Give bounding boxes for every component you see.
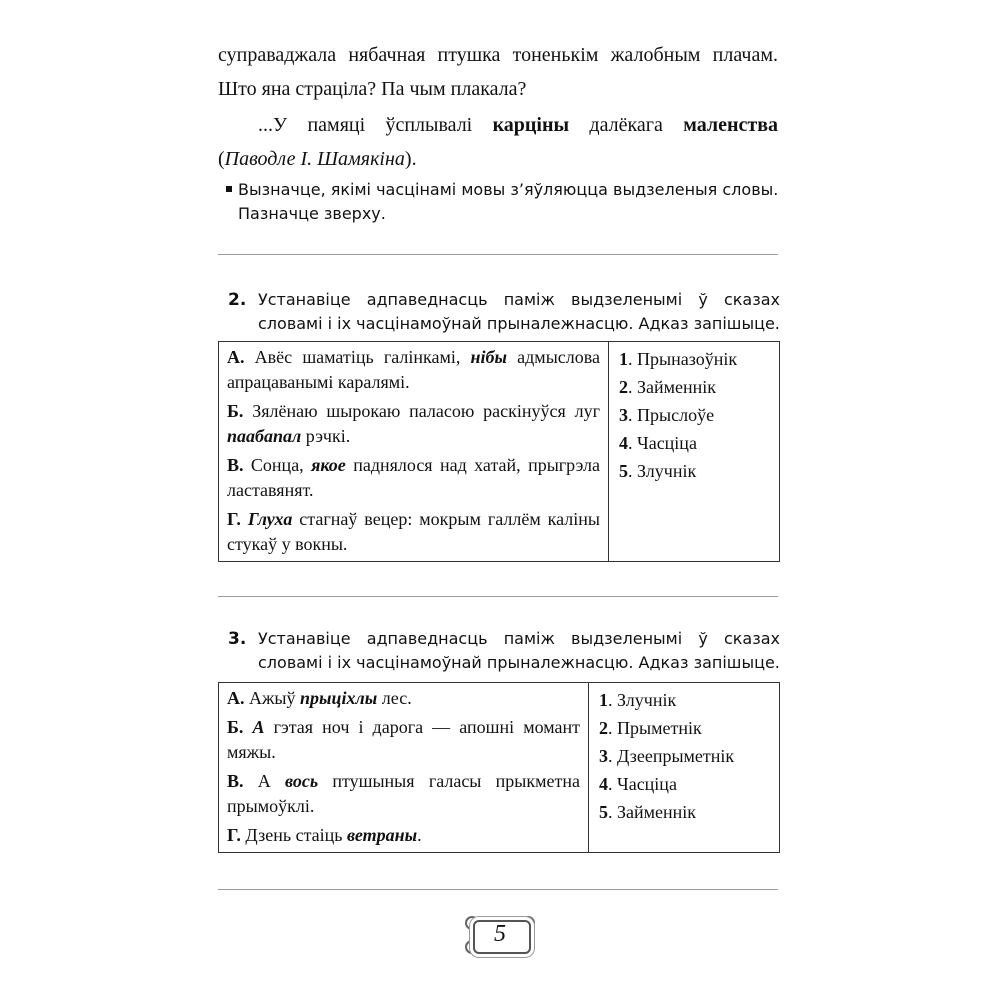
divider [218, 254, 778, 255]
highlighted-word: Глуха [247, 509, 293, 529]
option-item: 1. Прыназоўнік [619, 349, 738, 369]
memory-text-2: далёкага [569, 114, 684, 136]
task-2-sentences [219, 342, 609, 562]
option-item: 4. Часціца [599, 774, 677, 794]
divider [218, 889, 778, 890]
memory-text-4: ). [404, 148, 417, 170]
sentence-item: Г. Глуха стагнаў вецер: мокрым галлём каліны стукаў у вокны. [227, 509, 601, 554]
divider [218, 596, 778, 597]
highlighted-word: паабапал [227, 426, 302, 446]
intro-text: суправаджала нябачная птушка тоненькім жалобным плачам. Што яна страціла? Па чым плакала? [218, 44, 778, 100]
page-number: 5 [494, 921, 506, 947]
sentence-item: А. Авёс шаматіць галінкамі, нібы адмыслова апрацаванымі каралямі. [227, 347, 601, 392]
option-item: 1. Злучнік [599, 690, 677, 710]
task-3-sentences [219, 683, 589, 853]
sentence-item: Б. А гэтая ноч і дарога — апошні момант мяжы. [227, 717, 581, 762]
highlighted-word-kartsiny: карціны [492, 114, 570, 136]
task-3-options [589, 683, 780, 853]
option-item: 2. Займеннік [619, 377, 717, 397]
highlighted-word: А [252, 717, 265, 737]
memory-paragraph [218, 108, 778, 176]
instruction-text: Вызначце, якімі часцінамі мовы з’яўляюцца выдзеленыя словы. Пазначце зверху. [238, 180, 779, 223]
task-2 [228, 288, 780, 336]
task-3 [228, 627, 780, 675]
instruction-note [238, 178, 783, 226]
option-item: 5. Злучнік [619, 461, 697, 481]
option-item: 5. Займеннік [599, 802, 697, 822]
bullet-square-icon [226, 186, 232, 192]
task-number: 2. [228, 290, 247, 310]
intro-paragraph [218, 38, 778, 106]
option-item: 2. Прыметнік [599, 718, 702, 738]
sentence-item: Г. Дзень стаіць ветраны. [227, 825, 422, 845]
task-number: 3. [228, 629, 247, 649]
sentence-item: В. А вось птушыныя галасы прыкметна прымоўклі. [227, 771, 581, 816]
source-attribution: Паводле І. Шамякіна [224, 148, 405, 170]
sentence-item: А. Ажыў прыціхлы лес. [227, 688, 412, 708]
option-item: 3. Дзеепрыметнік [599, 746, 735, 766]
task-2-options [609, 342, 780, 562]
memory-text-3: ( [218, 148, 225, 170]
task-2-table [218, 341, 780, 562]
highlighted-word: якое [311, 455, 346, 475]
page-number-frame [465, 917, 535, 953]
highlighted-word: нібы [470, 347, 507, 367]
sentence-item: Б. Зялёнаю шырокаю паласою раскінуўся луг паабапал рэчкі. [227, 401, 600, 446]
highlighted-word: вось [285, 771, 319, 791]
memory-text-1: ...У памяці ўсплывалі [258, 114, 493, 136]
highlighted-word: прыціхлы [300, 688, 378, 708]
task-3-table [218, 682, 780, 853]
option-item: 4. Часціца [619, 433, 697, 453]
highlighted-word-malenstva: маленства [683, 114, 778, 136]
task-text: Устанавіце адпаведнасць паміж выдзеленымі ў сказах словамі і іх часцінамоўнай прыналежнасцю. Адказ запішыце. [258, 629, 780, 672]
option-item: 3. Прыслоўе [619, 405, 715, 425]
highlighted-word: ветраны [347, 825, 418, 845]
task-text: Устанавіце адпаведнасць паміж выдзеленымі ў сказах словамі і іх часцінамоўнай прыналежнасцю. Адказ запішыце. [258, 290, 780, 333]
sentence-item: В. Сонца, якое паднялося над хатай, прыгрэла ластавянят. [227, 455, 600, 500]
